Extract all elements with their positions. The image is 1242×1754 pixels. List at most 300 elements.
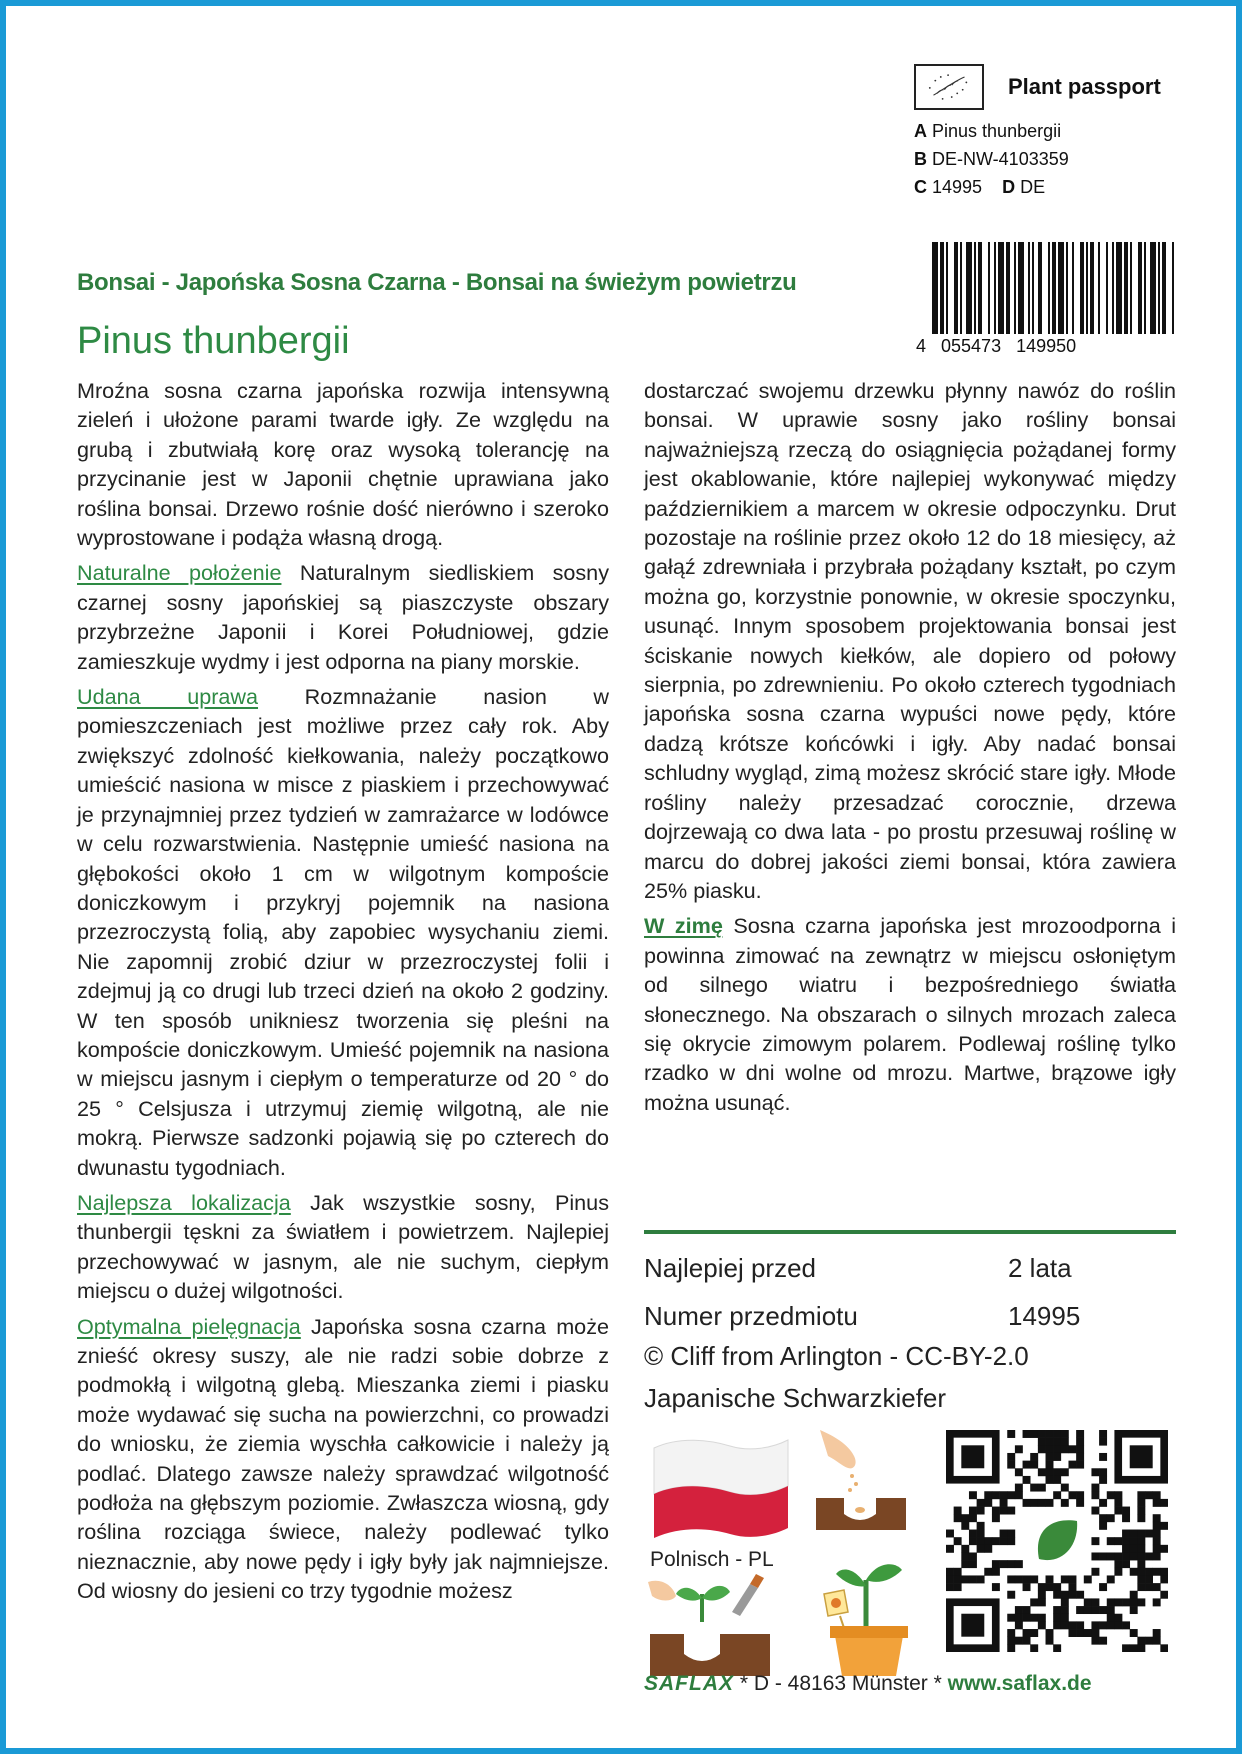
- qr-module: [1046, 1476, 1054, 1484]
- sowing-hand-icon: [814, 1426, 908, 1536]
- qr-module: [1107, 1552, 1115, 1560]
- qr-module: [1023, 1583, 1031, 1591]
- qr-module: [1145, 1491, 1153, 1499]
- barcode-bar: [1038, 242, 1042, 334]
- qr-module: [969, 1537, 977, 1545]
- qr-module: [1145, 1530, 1153, 1538]
- qr-module: [1015, 1491, 1023, 1499]
- barcode-bar: [1080, 242, 1084, 334]
- qr-module: [1053, 1430, 1061, 1438]
- qr-module: [1046, 1499, 1054, 1507]
- qr-module: [1137, 1583, 1145, 1591]
- qr-module: [1145, 1568, 1153, 1576]
- qr-module: [1137, 1598, 1145, 1606]
- qr-module: [984, 1499, 992, 1507]
- qr-module: [1145, 1637, 1153, 1645]
- qr-module: [1000, 1491, 1008, 1499]
- barcode-bar: [932, 242, 938, 334]
- barcode-bar: [1098, 242, 1100, 334]
- qr-module: [1030, 1629, 1038, 1637]
- qr-module: [1099, 1438, 1107, 1446]
- qr-module: [1061, 1499, 1069, 1507]
- qr-module: [1053, 1453, 1061, 1461]
- seedling-planting-icon: [646, 1572, 772, 1678]
- barcode-bar: [946, 242, 948, 334]
- qr-module: [1015, 1614, 1023, 1622]
- qr-module: [1030, 1598, 1038, 1606]
- qr-module: [1046, 1430, 1054, 1438]
- qr-module: [1107, 1621, 1115, 1629]
- qr-module: [1099, 1583, 1107, 1591]
- info-divider: [644, 1230, 1176, 1234]
- barcode-bar: [1158, 242, 1160, 334]
- qr-module: [954, 1507, 962, 1515]
- barcode-bar: [1138, 242, 1142, 334]
- qr-module: [1122, 1552, 1130, 1560]
- qr-module: [992, 1491, 1000, 1499]
- qr-module: [1061, 1438, 1069, 1446]
- qr-module: [1053, 1644, 1061, 1652]
- qr-module: [1061, 1621, 1069, 1629]
- qr-module: [1137, 1514, 1145, 1522]
- qr-module: [1038, 1468, 1046, 1476]
- footer: [644, 1672, 1184, 1696]
- qr-module: [946, 1568, 954, 1576]
- qr-module: [977, 1537, 985, 1545]
- qr-module: [1091, 1637, 1099, 1645]
- qr-module: [1046, 1438, 1054, 1446]
- qr-module: [1091, 1537, 1099, 1545]
- qr-module: [1015, 1560, 1023, 1568]
- qr-module: [1114, 1552, 1122, 1560]
- qr-module: [1099, 1514, 1107, 1522]
- text-column-right: [644, 376, 1176, 1123]
- qr-module: [1076, 1430, 1084, 1438]
- qr-module: [1061, 1468, 1069, 1476]
- qr-module: [1076, 1621, 1084, 1629]
- qr-module: [1137, 1499, 1145, 1507]
- qr-module: [1076, 1491, 1084, 1499]
- qr-module: [1046, 1445, 1054, 1453]
- qr-module: [1153, 1629, 1161, 1637]
- qr-module: [1122, 1545, 1130, 1553]
- qr-module: [1160, 1591, 1168, 1599]
- location-heading: Najlepsza lokalizacja: [77, 1189, 291, 1215]
- brand-logo: SAFLAX: [644, 1672, 734, 1695]
- barcode-bar: [1032, 242, 1034, 334]
- qr-module: [1122, 1507, 1130, 1515]
- qr-module: [1130, 1568, 1138, 1576]
- qr-module: [1153, 1499, 1161, 1507]
- qr-module: [1007, 1614, 1015, 1622]
- qr-module: [1007, 1453, 1015, 1461]
- qr-module: [1068, 1445, 1076, 1453]
- qr-module: [1122, 1530, 1130, 1538]
- qr-module: [961, 1560, 969, 1568]
- qr-module: [954, 1583, 962, 1591]
- passport-line-a: A Pinus thunbergii: [914, 121, 1062, 141]
- natural-heading: Naturalne położenie: [77, 560, 282, 586]
- qr-module: [1160, 1499, 1168, 1507]
- qr-module: [1137, 1507, 1145, 1515]
- qr-module: [1130, 1598, 1138, 1606]
- qr-module: [1114, 1537, 1122, 1545]
- qr-module: [992, 1514, 1000, 1522]
- qr-module: [1122, 1598, 1130, 1606]
- qr-module: [1038, 1598, 1046, 1606]
- qr-module: [1114, 1598, 1122, 1606]
- qr-module: [1145, 1575, 1153, 1583]
- qr-module: [1114, 1507, 1122, 1515]
- qr-module: [1099, 1621, 1107, 1629]
- qr-module: [1084, 1629, 1092, 1637]
- qr-module: [961, 1514, 969, 1522]
- qr-module: [1122, 1644, 1130, 1652]
- qr-module: [992, 1583, 1000, 1591]
- qr-module: [1099, 1606, 1107, 1614]
- qr-code-icon: [946, 1430, 1168, 1652]
- qr-module: [1007, 1575, 1015, 1583]
- text-column-left: [77, 376, 609, 1612]
- qr-module: [1015, 1575, 1023, 1583]
- qr-module: [1114, 1499, 1122, 1507]
- qr-module: [969, 1530, 977, 1538]
- barcode-bar: [1112, 242, 1114, 334]
- qr-module: [1030, 1644, 1038, 1652]
- qr-module: [984, 1537, 992, 1545]
- care-heading: Optymalna pielęgnacja: [77, 1313, 301, 1339]
- qr-module: [1030, 1430, 1038, 1438]
- qr-module: [1046, 1629, 1054, 1637]
- qr-module: [977, 1545, 985, 1553]
- qr-module: [954, 1537, 962, 1545]
- barcode-bar: [1162, 242, 1166, 334]
- qr-module: [954, 1568, 962, 1576]
- qr-module: [1000, 1560, 1008, 1568]
- qr-module: [1114, 1491, 1122, 1499]
- qr-module: [1130, 1606, 1138, 1614]
- qr-module: [961, 1522, 969, 1530]
- qr-module: [1015, 1621, 1023, 1629]
- qr-module: [984, 1491, 992, 1499]
- barcode-bar: [1086, 242, 1088, 334]
- qr-module: [1053, 1591, 1061, 1599]
- product-subtitle: Bonsai - Japońska Sosna Czarna - Bonsai na świeżym powietrzu: [77, 269, 797, 296]
- barcode-bar: [1172, 242, 1174, 334]
- qr-module: [1091, 1629, 1099, 1637]
- passport-line-cd: C 14995 D DE: [914, 177, 1046, 197]
- qr-module: [946, 1545, 954, 1553]
- qr-module: [1061, 1591, 1069, 1599]
- qr-module: [1130, 1537, 1138, 1545]
- qr-module: [1015, 1637, 1023, 1645]
- barcode-bar: [1090, 242, 1094, 334]
- qr-module: [969, 1552, 977, 1560]
- qr-module: [977, 1522, 985, 1530]
- qr-module: [969, 1514, 977, 1522]
- qr-module: [1137, 1637, 1145, 1645]
- qr-module: [1046, 1637, 1054, 1645]
- qr-module: [1130, 1629, 1138, 1637]
- barcode-bar: [1052, 242, 1056, 334]
- qr-module: [1160, 1522, 1168, 1530]
- qr-module: [1084, 1575, 1092, 1583]
- qr-module: [1007, 1461, 1015, 1469]
- qr-module: [1046, 1453, 1054, 1461]
- qr-module: [1137, 1491, 1145, 1499]
- qr-module: [1107, 1598, 1115, 1606]
- qr-module: [1061, 1598, 1069, 1606]
- qr-module: [1023, 1499, 1031, 1507]
- potted-seedling-icon: [806, 1550, 912, 1678]
- qr-module: [1023, 1606, 1031, 1614]
- qr-module: [1099, 1468, 1107, 1476]
- barcode-bar: [1116, 242, 1122, 334]
- qr-module: [969, 1560, 977, 1568]
- barcode-bar: [940, 242, 944, 334]
- qr-module: [1038, 1430, 1046, 1438]
- barcode-bar: [1014, 242, 1016, 334]
- qr-module: [1114, 1614, 1122, 1622]
- qr-module: [1107, 1514, 1115, 1522]
- qr-module: [1053, 1491, 1061, 1499]
- qr-module: [1053, 1606, 1061, 1614]
- qr-module: [1046, 1468, 1054, 1476]
- qr-module: [1007, 1430, 1015, 1438]
- qr-module: [1076, 1591, 1084, 1599]
- barcode-icon: [932, 242, 1178, 350]
- qr-module: [1068, 1621, 1076, 1629]
- qr-module: [1153, 1530, 1161, 1538]
- qr-module: [1099, 1476, 1107, 1484]
- qr-module: [1023, 1629, 1031, 1637]
- barcode-bar: [1006, 242, 1010, 334]
- qr-module: [961, 1575, 969, 1583]
- qr-module: [992, 1537, 1000, 1545]
- qr-module: [1000, 1499, 1008, 1507]
- footer-address: * D - 48163 Münster *: [734, 1672, 948, 1695]
- qr-module: [1160, 1545, 1168, 1553]
- qr-module: [1153, 1598, 1161, 1606]
- qr-module: [961, 1552, 969, 1560]
- qr-module: [1061, 1430, 1069, 1438]
- qr-module: [946, 1575, 954, 1583]
- barcode-bar: [1072, 242, 1074, 334]
- qr-module: [1015, 1468, 1023, 1476]
- care-continued-paragraph: dostarczać swojemu drzewku płynny nawóz do roślin bonsai. W uprawie sosny jako rośliny bonsai najważniejszą rzeczą do osiągnięcia pożądanej formy jest okablowanie, które najlepiej wykonywać między październikiem a marcem w okresie odpoczynku. Drut pozostaje na roślinie przez około 12 do 18 miesięcy, aż gałąź zdrewniała i przybrała pożądany kształt, po czym można go, korzystnie ponownie, w okresie spoczynku, usunąć. Innym sposobem projektowania bonsai jest ściskanie nowych kiełków, ale dopiero od połowy sierpnia, po zdrewnieniu. Po około czterech tygodniach japońska sosna czarna wypuści nowe pędy, które dadzą krótsze końcówki i igły. Aby nadać bonsai schludny wygląd, zimą możesz skrócić stare igły. Młode rośliny należy przesadzać corocznie, drzewa dojrzewają co dwa lata - po prostu przesuwaj roślinę w marcu do dobrej jakości ziemi bonsai, która zawiera 25% piasku.: [644, 378, 1176, 903]
- qr-module: [1099, 1552, 1107, 1560]
- qr-module: [1007, 1537, 1015, 1545]
- qr-module: [969, 1491, 977, 1499]
- qr-module: [1153, 1637, 1161, 1645]
- qr-module: [992, 1568, 1000, 1576]
- qr-module: [1015, 1445, 1023, 1453]
- qr-module: [984, 1568, 992, 1576]
- qr-finder: [1130, 1445, 1153, 1468]
- barcode-bar: [1028, 242, 1030, 334]
- qr-module: [1007, 1560, 1015, 1568]
- qr-module: [1076, 1499, 1084, 1507]
- qr-module: [969, 1507, 977, 1515]
- barcode-bar: [1130, 242, 1132, 334]
- barcode-bar: [960, 242, 962, 334]
- qr-module: [1076, 1629, 1084, 1637]
- language-label: Polnisch - PL: [650, 1548, 774, 1571]
- qr-module: [1007, 1491, 1015, 1499]
- grow-heading: Udana uprawa: [77, 684, 259, 710]
- qr-module: [1038, 1499, 1046, 1507]
- qr-module: [1053, 1583, 1061, 1591]
- qr-module: [1068, 1583, 1076, 1591]
- plant-passport-title: Plant passport: [1008, 74, 1161, 99]
- qr-module: [992, 1560, 1000, 1568]
- qr-module: [1038, 1484, 1046, 1492]
- qr-module: [1038, 1614, 1046, 1622]
- qr-module: [1114, 1621, 1122, 1629]
- qr-module: [1076, 1453, 1084, 1461]
- qr-module: [1153, 1537, 1161, 1545]
- qr-module: [1091, 1598, 1099, 1606]
- qr-module: [1091, 1491, 1099, 1499]
- qr-module: [1160, 1575, 1168, 1583]
- qr-module: [1023, 1461, 1031, 1469]
- qr-module: [1053, 1438, 1061, 1446]
- qr-module: [1107, 1575, 1115, 1583]
- qr-module: [1038, 1438, 1046, 1446]
- qr-module: [1153, 1552, 1161, 1560]
- qr-module: [1130, 1552, 1138, 1560]
- qr-module: [1007, 1644, 1015, 1652]
- qr-module: [1061, 1445, 1069, 1453]
- qr-module: [1084, 1598, 1092, 1606]
- qr-module: [1153, 1491, 1161, 1499]
- qr-module: [1122, 1621, 1130, 1629]
- qr-module: [1061, 1484, 1069, 1492]
- barcode-bar: [994, 242, 996, 334]
- passport-line-b: B DE-NW-4103359: [914, 149, 1069, 169]
- qr-module: [1107, 1614, 1115, 1622]
- qr-module: [1137, 1568, 1145, 1576]
- qr-module: [1137, 1560, 1145, 1568]
- qr-module: [1046, 1461, 1054, 1469]
- qr-module: [992, 1507, 1000, 1515]
- barcode-bar: [966, 242, 972, 334]
- qr-module: [1091, 1606, 1099, 1614]
- qr-module: [1076, 1461, 1084, 1469]
- barcode-bar: [1018, 242, 1024, 334]
- barcode-bar: [954, 242, 958, 334]
- qr-module: [1130, 1545, 1138, 1553]
- qr-module: [1107, 1491, 1115, 1499]
- qr-module: [1007, 1507, 1015, 1515]
- best-before-value: 2 lata: [1008, 1253, 1072, 1283]
- qr-module: [1137, 1644, 1145, 1652]
- qr-module: [1061, 1575, 1069, 1583]
- qr-module: [1137, 1545, 1145, 1553]
- qr-module: [1153, 1568, 1161, 1576]
- qr-module: [1091, 1621, 1099, 1629]
- qr-module: [1160, 1568, 1168, 1576]
- qr-module: [1076, 1438, 1084, 1446]
- qr-module: [1030, 1461, 1038, 1469]
- qr-module: [1160, 1644, 1168, 1652]
- website-link[interactable]: www.saflax.de: [947, 1672, 1092, 1695]
- qr-module: [969, 1575, 977, 1583]
- qr-finder: [961, 1445, 984, 1468]
- qr-module: [977, 1507, 985, 1515]
- qr-module: [1000, 1537, 1008, 1545]
- qr-module: [946, 1530, 954, 1538]
- qr-module: [1153, 1583, 1161, 1591]
- qr-module: [1023, 1614, 1031, 1622]
- qr-module: [1137, 1552, 1145, 1560]
- qr-module: [1038, 1445, 1046, 1453]
- item-number-value: 14995: [1008, 1301, 1081, 1331]
- barcode-bar: [1144, 242, 1146, 334]
- eu-organic-leaf-icon: [914, 64, 984, 110]
- barcode-bar: [998, 242, 1004, 334]
- qr-module: [1107, 1606, 1115, 1614]
- barcode-bar: [1106, 242, 1108, 334]
- qr-module: [1099, 1637, 1107, 1645]
- qr-module: [1068, 1575, 1076, 1583]
- winter-paragraph: W zimę Sosna czarna japońska jest mrozoodporna i powinna zimować na zewnątrz w miejscu osłoniętym od silnego wiatru i bezpośredniego światła słonecznego. Na obszarach o silnych mrozach zaleca się okrycie zimowym polarem. Podlewaj roślinę tylko rzadko w dni wolne od mrozu. Martwe, brązowe igły można usunąć.: [644, 913, 1176, 1115]
- qr-module: [1122, 1514, 1130, 1522]
- qr-module: [1023, 1430, 1031, 1438]
- qr-module: [954, 1575, 962, 1583]
- qr-module: [1015, 1606, 1023, 1614]
- qr-module: [1030, 1484, 1038, 1492]
- qr-module: [1153, 1522, 1161, 1530]
- location-paragraph: Najlepsza lokalizacja Jak wszystkie sosny, Pinus thunbergii tęskni za światłem i powietrzem. Najlepiej przechowywać w jasnym, ale nie suchym, ciepłym miejscu o dużej wilgotności.: [77, 1189, 609, 1304]
- qr-module: [1007, 1591, 1015, 1599]
- qr-module: [1091, 1552, 1099, 1560]
- qr-module: [977, 1530, 985, 1538]
- qr-module: [1137, 1575, 1145, 1583]
- intro-paragraph: Mroźna sosna czarna japońska rozwija intensywną zieleń i ułożone parami twarde igły. Ze względu na grubą i zbutwiałą korę oraz wysoką tolerancję na przycinanie jest w Japonii chętnie uprawiana jako roślina bonsai. Drzewo rośnie dość nierówno i szeroko wyprostowane i podąża własną drogą.: [77, 378, 609, 551]
- qr-module: [1122, 1560, 1130, 1568]
- qr-module: [1076, 1445, 1084, 1453]
- qr-module: [1145, 1583, 1153, 1591]
- qr-module: [1061, 1614, 1069, 1622]
- qr-module: [1000, 1530, 1008, 1538]
- qr-module: [1114, 1568, 1122, 1576]
- qr-module: [1023, 1575, 1031, 1583]
- barcode-bar: [1058, 242, 1064, 334]
- barcode-bar: [1066, 242, 1068, 334]
- qr-module: [1053, 1614, 1061, 1622]
- qr-module: [1091, 1468, 1099, 1476]
- qr-module: [1046, 1575, 1054, 1583]
- natural-paragraph: Naturalne położenie Naturalnym siedliskiem sosny czarnej sosny japońskiej są piaszczyste obszary przybrzeżne Japonii i Korei Południowej, gdzie zamieszkuje wydmy i jest odporna na piany morskie.: [77, 560, 609, 674]
- grow-paragraph: Udana uprawa Rozmnażanie nasion w pomieszczeniach jest możliwe przez cały rok. Aby zwiększyć zdolność kiełkowania, należy początkowo umieścić nasiona w misce z piaskiem i przechowywać je przynajmniej przez tydzień w zamrażarce w lodówce w celu rozwarstwienia. Następnie umieść nasiona na głębokości około 1 cm w wilgotnym kompoście doniczkowym i przykryj pojemnik na nasiona przezroczystą folią, aby zapobiec wysychaniu ziemi. Nie zapomnij zrobić dziur w przezroczystej folii i zdejmuj ją co drugi lub trzeci dzień na około 2 godziny. W ten sposób unikniesz tworzenia się pleśni na kompoście doniczkowym. Umieść pojemnik na nasiona w miejscu jasnym i ciepłym o temperaturze od 20 ° do 25 ° Celsjusza i utrzymuj ziemię wilgotną, ale nie mokrą. Pierwsze sadzonki pojawią się po czterech do dwunastu tygodniach.: [77, 684, 609, 1180]
- qr-module: [1130, 1530, 1138, 1538]
- qr-module: [1091, 1568, 1099, 1576]
- qr-module: [1068, 1629, 1076, 1637]
- qr-module: [954, 1514, 962, 1522]
- qr-module: [977, 1575, 985, 1583]
- barcode-bar: [974, 242, 976, 334]
- qr-module: [1114, 1560, 1122, 1568]
- latin-name: Pinus thunbergii: [77, 320, 350, 362]
- item-number-label: Numer przedmiotu: [644, 1301, 858, 1331]
- qr-module: [1137, 1537, 1145, 1545]
- qr-module: [1030, 1614, 1038, 1622]
- qr-module: [1099, 1453, 1107, 1461]
- qr-module: [1130, 1591, 1138, 1599]
- qr-module: [1137, 1530, 1145, 1538]
- qr-module: [1000, 1507, 1008, 1515]
